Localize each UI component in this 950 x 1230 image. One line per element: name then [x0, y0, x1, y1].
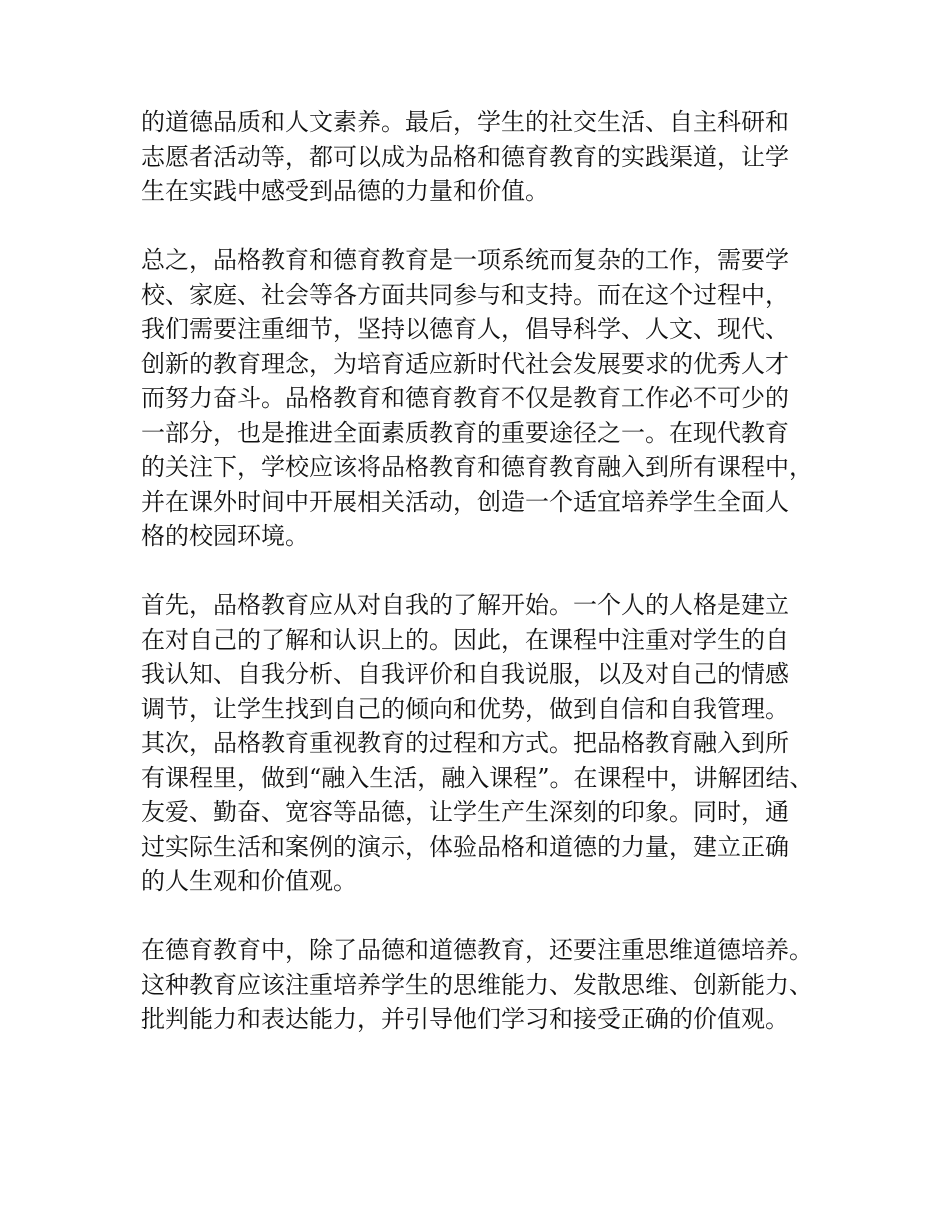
text-line: 校、家庭、社会等各方面共同参与和支持。而在这个过程中， — [141, 280, 789, 309]
text-line: 过实际生活和案例的演示，体验品格和道德的力量，建立正确 — [141, 832, 789, 861]
paragraph-3 — [141, 588, 831, 899]
text-line: 一部分，也是推进全面素质教育的重要途径之一。在现代教育 — [141, 418, 789, 447]
paragraph-spacer — [141, 209, 831, 244]
paragraph-spacer — [141, 554, 831, 589]
text-line: 我认知、自我分析、自我评价和自我说服，以及对自己的情感 — [141, 660, 789, 688]
paragraph-1 — [141, 105, 831, 209]
text-line: 生在实践中感受到品德的力量和价值。 — [141, 177, 549, 205]
text-line: 我们需要注重细节，坚持以德育人，倡导科学、人文、现代、 — [141, 315, 789, 343]
text-line: 其次，品格教育重视教育的过程和方式。把品格教育融入到所 — [141, 729, 789, 757]
text-line: 在对自己的了解和认识上的。因此，在课程中注重对学生的自 — [141, 625, 789, 654]
text-line: 这种教育应该注重培养学生的思维能力、发散思维、创新能力、 — [141, 970, 813, 999]
text-line: 调节，让学生找到自己的倾向和优势，做到自信和自我管理。 — [141, 694, 789, 723]
document-body — [141, 105, 831, 1037]
text-line: 并在课外时间中开展相关活动，创造一个适宜培养学生全面人 — [141, 487, 789, 516]
paragraph-4 — [141, 933, 831, 1037]
text-line: 的道德品质和人文素养。最后，学生的社交生活、自主科研和 — [141, 108, 789, 136]
text-line: 总之，品格教育和德育教育是一项系统而复杂的工作，需要学 — [141, 246, 789, 274]
text-line: 的人生观和价值观。 — [141, 867, 357, 895]
text-line: 友爱、勤奋、宽容等品德，让学生产生深刻的印象。同时，通 — [141, 798, 789, 826]
text-line: 而努力奋斗。品格教育和德育教育不仅是教育工作必不可少的 — [141, 384, 789, 412]
text-line: 有课程里，做到“融入生活，融入课程”。在课程中，讲解团结、 — [141, 763, 814, 792]
text-line: 首先，品格教育应从对自我的了解开始。一个人的人格是建立 — [141, 591, 789, 619]
text-line: 的关注下，学校应该将品格教育和德育教育融入到所有课程中， — [141, 453, 813, 481]
text-line: 格的校园环境。 — [141, 522, 309, 550]
text-line: 创新的教育理念，为培育适应新时代社会发展要求的优秀人才 — [141, 349, 789, 378]
paragraph-2 — [141, 243, 831, 554]
text-line: 批判能力和表达能力，并引导他们学习和接受正确的价值观。 — [141, 1005, 789, 1033]
text-line: 志愿者活动等，都可以成为品格和德育教育的实践渠道，让学 — [141, 142, 789, 171]
text-line: 在德育教育中，除了品德和道德教育，还要注重思维道德培养。 — [141, 936, 813, 964]
paragraph-spacer — [141, 899, 831, 934]
